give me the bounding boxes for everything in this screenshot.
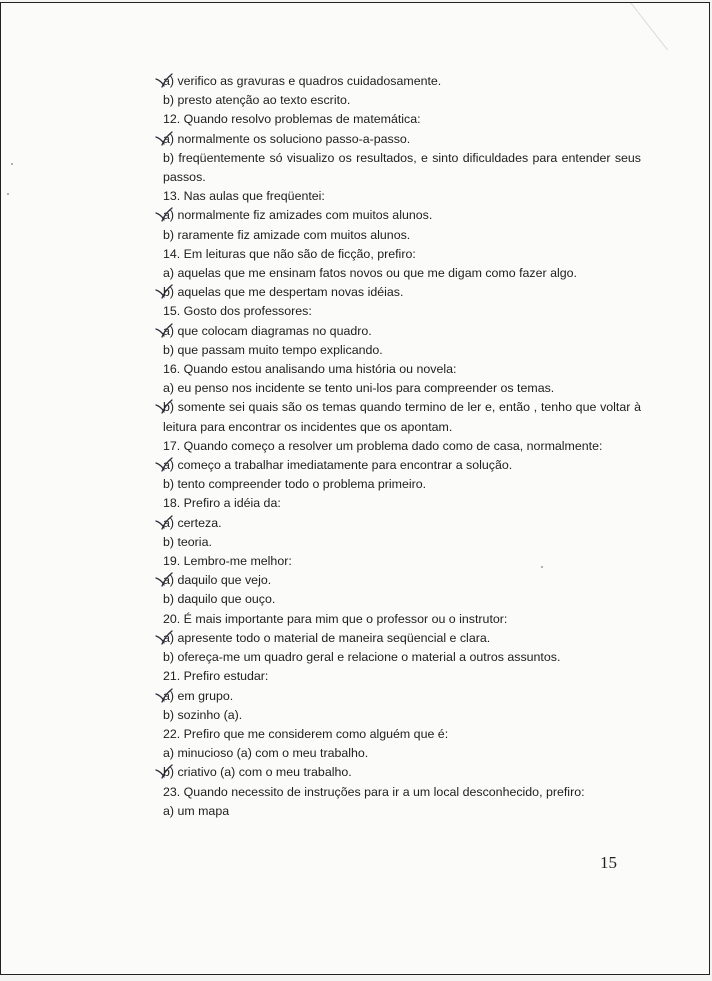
question-text bbox=[163, 437, 641, 456]
option-label: a) apresente todo o material de maneira seqüencial e clara. bbox=[163, 630, 491, 645]
answer-option bbox=[163, 744, 641, 763]
question-label: 19. Lembro-me melhor: bbox=[163, 554, 292, 569]
question-text bbox=[163, 494, 641, 513]
question-label: 21. Prefiro estudar: bbox=[163, 669, 269, 684]
question-text bbox=[163, 610, 641, 629]
option-label: a) um mapa bbox=[163, 803, 230, 818]
scan-speck bbox=[11, 163, 13, 165]
option-label: a) verifico as gravuras e quadros cuidadosamente. bbox=[163, 74, 442, 88]
option-label: b) que passam muito tempo explicando. bbox=[163, 342, 383, 357]
question-text bbox=[163, 110, 641, 129]
answer-option bbox=[163, 149, 641, 187]
answer-option bbox=[163, 398, 641, 436]
answer-option bbox=[163, 629, 641, 648]
question-label: 15. Gosto dos professores: bbox=[163, 304, 312, 319]
question-label: 16. Quando estou analisando uma história ou novela: bbox=[163, 362, 457, 377]
option-label: b) ofereça-me um quadro geral e relacione o material a outros assuntos. bbox=[163, 650, 561, 665]
answer-option bbox=[163, 72, 641, 91]
answer-option bbox=[163, 571, 641, 590]
question-text bbox=[163, 667, 641, 686]
answer-option bbox=[163, 283, 641, 302]
answer-option bbox=[163, 514, 641, 533]
option-label: b) somente sei quais são os temas quando termino de ler e, então , tenho que voltar à leitura para encontrar os incidentes que os apontam. bbox=[163, 400, 641, 434]
question-label: 23. Quando necessito de instruções para ir a um local desconhecido, prefiro: bbox=[163, 784, 585, 799]
option-label: b) presto atenção ao texto escrito. bbox=[163, 93, 351, 108]
option-label: a) começo a trabalhar imediatamente para encontrar a solução. bbox=[163, 458, 513, 473]
answer-option bbox=[163, 590, 641, 609]
answer-option bbox=[163, 456, 641, 475]
answer-option bbox=[163, 226, 641, 245]
answer-option bbox=[163, 533, 641, 552]
answer-option bbox=[163, 91, 641, 110]
answer-option bbox=[163, 206, 641, 225]
option-label: b) criativo (a) com o meu trabalho. bbox=[163, 765, 352, 780]
option-label: b) daquilo que ouço. bbox=[163, 592, 276, 607]
question-text bbox=[163, 783, 641, 802]
option-label: a) aquelas que me ensinam fatos novos ou que me digam como fazer algo. bbox=[163, 266, 577, 281]
option-label: a) minucioso (a) com o meu trabalho. bbox=[163, 746, 369, 761]
question-label: 18. Prefiro a idéia da: bbox=[163, 496, 281, 511]
scanned-page bbox=[0, 2, 710, 975]
answer-option bbox=[163, 763, 641, 782]
answer-option bbox=[163, 130, 641, 149]
page-number: 15 bbox=[600, 853, 617, 872]
option-label: b) teoria. bbox=[163, 534, 212, 549]
option-label: a) que colocam diagramas no quadro. bbox=[163, 323, 372, 338]
folded-corner bbox=[624, 2, 710, 50]
option-label: b) tento compreender todo o problema primeiro. bbox=[163, 477, 427, 492]
question-text bbox=[163, 245, 641, 264]
question-text bbox=[163, 725, 641, 744]
question-label: 14. Em leituras que não são de ficção, prefiro: bbox=[163, 246, 416, 261]
question-text bbox=[163, 302, 641, 321]
question-label: 20. É mais importante para mim que o professor ou o instrutor: bbox=[163, 611, 508, 626]
option-label: b) freqüentemente só visualizo os resultados, e sinto dificuldades para entender seus passos. bbox=[163, 150, 641, 185]
option-label: a) em grupo. bbox=[163, 688, 234, 703]
option-label: a) certeza. bbox=[163, 515, 222, 530]
option-label: a) normalmente os soluciono passo-a-passo. bbox=[163, 131, 411, 146]
question-text bbox=[163, 187, 641, 206]
question-label: 17. Quando começo a resolver um problema dado como de casa, normalmente: bbox=[163, 438, 603, 453]
question-label: 22. Prefiro que me considerem como alguém que é: bbox=[163, 726, 449, 741]
question-label: 13. Nas aulas que freqüentei: bbox=[163, 189, 325, 204]
option-label: b) aquelas que me despertam novas idéias. bbox=[163, 285, 404, 300]
question-text bbox=[163, 360, 641, 379]
option-label: b) sozinho (a). bbox=[163, 707, 243, 722]
answer-option bbox=[163, 475, 641, 494]
questionnaire-text bbox=[163, 72, 641, 821]
option-label: a) daquilo que vejo. bbox=[163, 573, 272, 588]
answer-option bbox=[163, 706, 641, 725]
answer-option bbox=[163, 687, 641, 706]
option-label: a) eu penso nos incidente se tento uni-los para compreender os temas. bbox=[163, 381, 555, 396]
answer-option bbox=[163, 648, 641, 667]
question-label: 12. Quando resolvo problemas de matemática: bbox=[163, 112, 421, 127]
scan-speck bbox=[7, 193, 9, 195]
answer-option bbox=[163, 379, 641, 398]
option-label: a) normalmente fiz amizades com muitos alunos. bbox=[163, 208, 433, 223]
option-label: b) raramente fiz amizade com muitos alunos. bbox=[163, 227, 411, 242]
question-text bbox=[163, 552, 641, 571]
answer-option bbox=[163, 341, 641, 360]
answer-option bbox=[163, 802, 641, 821]
answer-option bbox=[163, 322, 641, 341]
answer-option bbox=[163, 264, 641, 283]
